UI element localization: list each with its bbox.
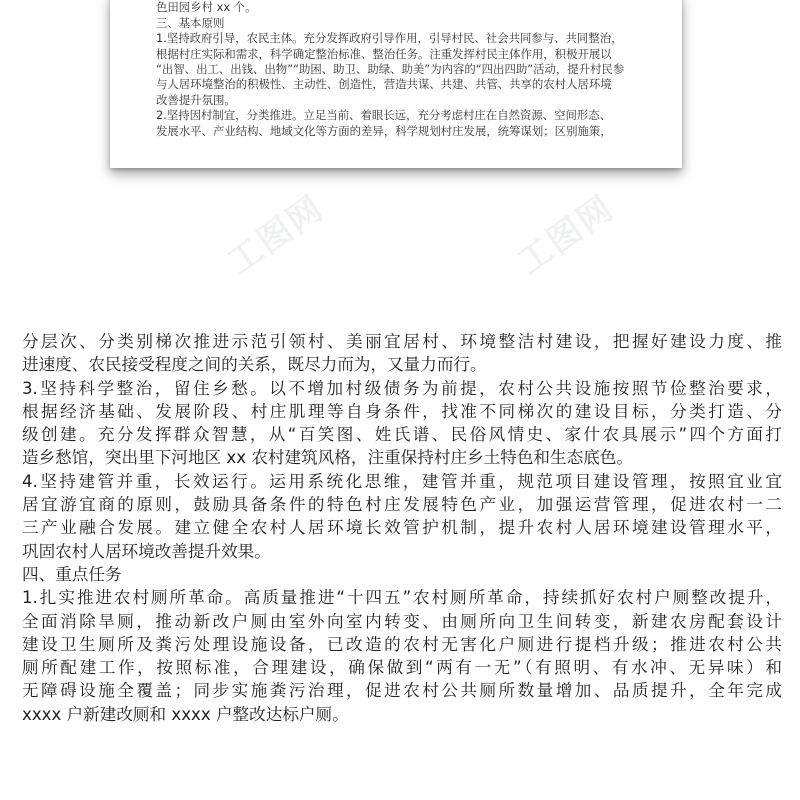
preview-text [156, 0, 656, 139]
preview-line: 三、基本原则 [156, 15, 225, 30]
preview-line: 发展水平、产业结构、地域文化等方面的差异，科学规划村庄发展，统筹谋划；区别施策， [156, 123, 612, 138]
watermark-logo: 工图网 [510, 188, 622, 283]
body-line: 根据经济基础、发展阶段、村庄肌理等自身条件，找准不同梯次的建设目标，分类打造、分 [22, 401, 782, 421]
document-body [22, 330, 782, 726]
body-line: 巩固农村人居环境改善提升效果。 [22, 541, 271, 561]
body-line: 4.坚持建管并重，长效运行。运用系统化思维，建管并重，规范项目建设管理，按照宜业宜 [22, 471, 782, 491]
preview-line: 与人居环境整治的积极性、主动性、创造性，营造共谋、共建、共管、共享的农村人居环境 [156, 77, 612, 92]
body-line: 1.扎实推进农村厕所革命。高质量推进“十四五”农村厕所革命，持续抓好农村户厕整改提升， [22, 588, 782, 608]
body-line: 三产业融合发展。建立健全农村人居环境长效管护机制，提升农村人居环境建设管理水平， [22, 518, 782, 538]
preview-line: “出智、出工、出钱、出物”“助困、助卫、助绿、助美”为内容的“四出四助”活动，提升村民参 [156, 61, 625, 76]
body-line: 建设卫生厕所及粪污处理设施设备，已改造的农村无害化户厕进行提档升级；推进农村公共 [22, 634, 782, 654]
watermark-logo: 工图网 [220, 188, 332, 283]
body-line: 全面消除旱厕，推动新改户厕由室外向室内转变、由厕所向卫生间转变，新建农房配套设计 [22, 611, 782, 631]
body-line: 厕所配建工作，按照标准，合理建设，确保做到“两有一无”（有照明、有水冲、无异味）和 [22, 658, 782, 678]
body-line: 造乡愁馆，突出里下河地区 xx 农村建筑风格，注重保持村庄乡土特色和生态底色。 [22, 448, 633, 468]
body-line: 进速度、农民接受程度之间的关系，既尽力而为，又量力而行。 [22, 355, 487, 375]
document-preview-card [110, 0, 682, 168]
section-heading: 四、重点任务 [22, 564, 122, 584]
body-line: 3.坚持科学整治，留住乡愁。以不增加村级债务为前提，农村公共设施按照节俭整治要求， [22, 378, 782, 398]
body-line: 级创建。充分发挥群众智慧，从“百笑图、姓氏谱、民俗风情史、家什农具展示”四个方面打 [22, 425, 782, 445]
preview-line: 色田园乡村 xx 个。 [156, 0, 257, 15]
preview-line: 改善提升氛围。 [156, 92, 236, 107]
body-line: xxxx 户新建改厕和 xxxx 户整改达标户厕。 [22, 704, 349, 724]
preview-line: 根据村庄实际和需求，科学确定整治标准、整治任务。注重发挥村民主体作用，积极开展以 [156, 46, 612, 61]
preview-line: 2.坚持因村制宜，分类推进。立足当前、着眼长远，充分考虑村庄在自然资源、空间形态、 [156, 108, 612, 123]
preview-line: 1.坚持政府引导，农民主体。充分发挥政府引导作用，引导村民、社会共同参与、共同整治， [156, 31, 623, 46]
body-line: 无障碍设施全覆盖；同步实施粪污治理，促进农村公共厕所数量增加、品质提升，全年完成 [22, 681, 782, 701]
body-line: 居宜游宜商的原则，鼓励具备条件的特色村庄发展特色产业，加强运营管理，促进农村一二 [22, 495, 782, 515]
body-line: 分层次、分类别梯次推进示范引领村、美丽宜居村、环境整洁村建设，把握好建设力度、推 [22, 332, 782, 351]
